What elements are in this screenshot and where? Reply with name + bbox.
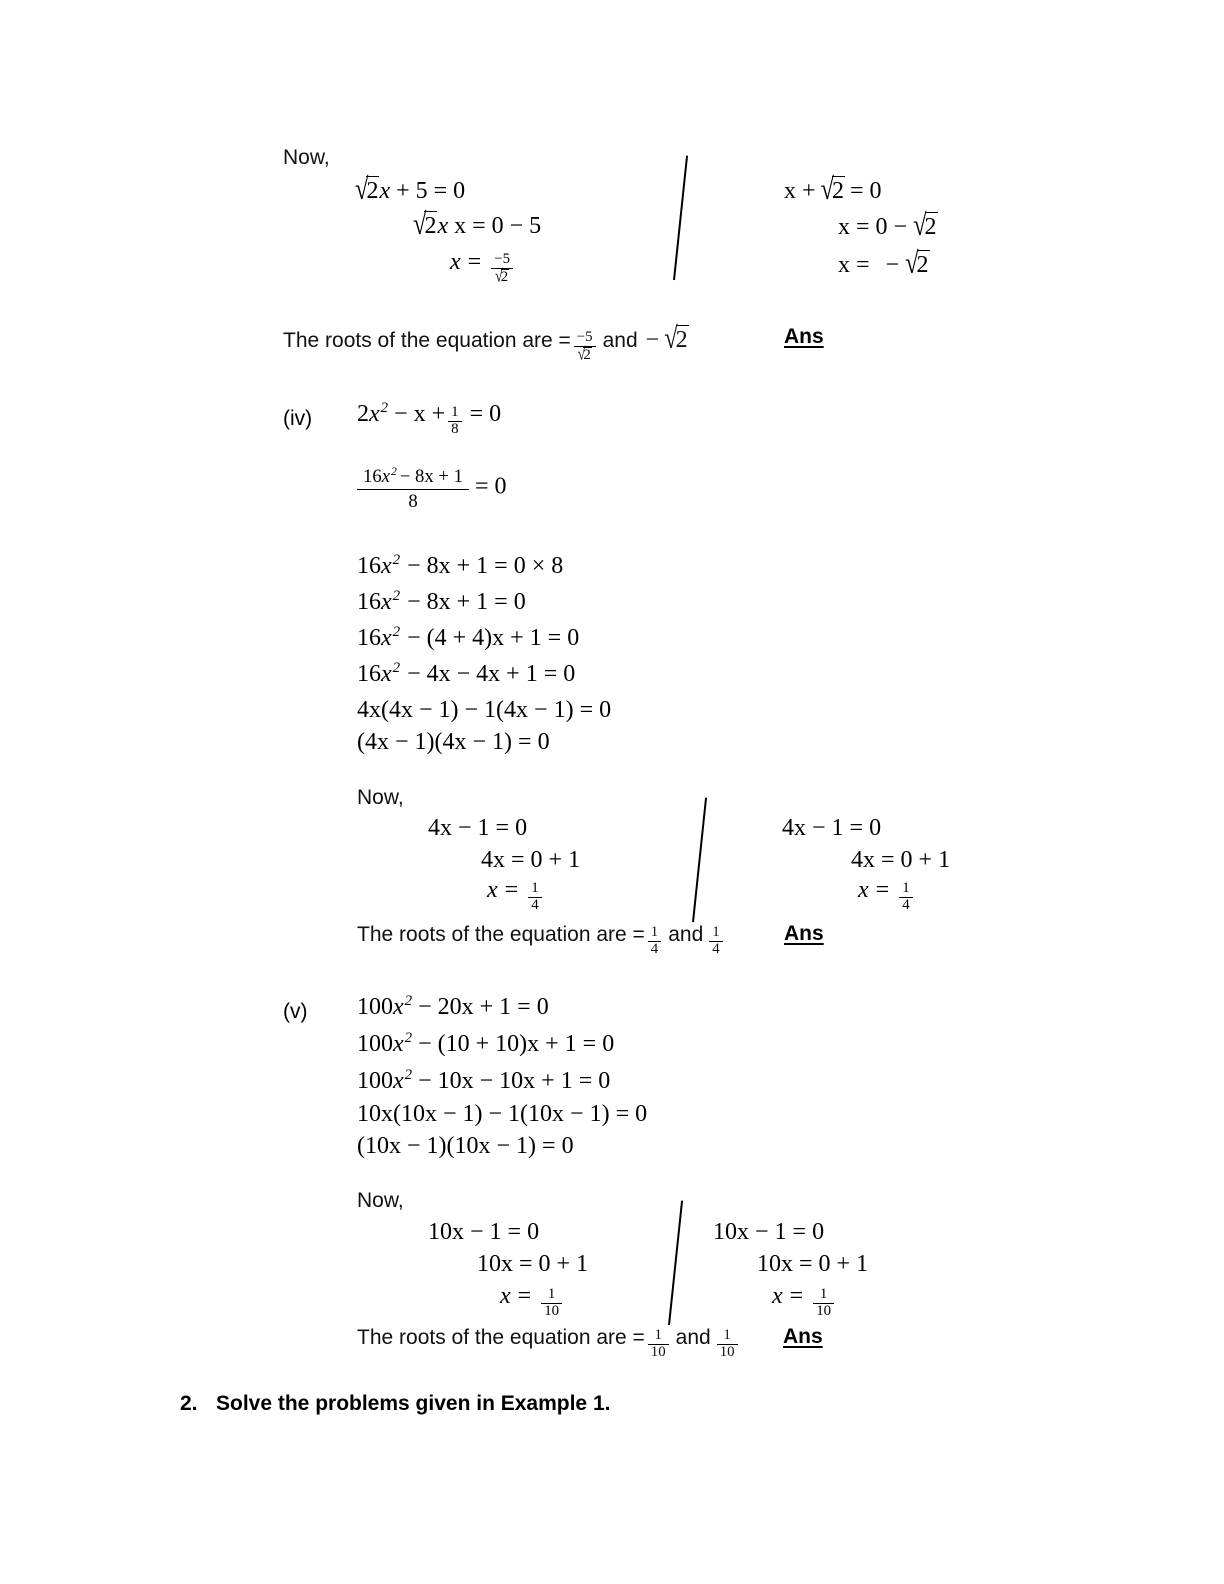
- eq-v-right-line1: 10x − 1 = 0: [713, 1219, 825, 1245]
- ans-label-iii: Ans: [784, 325, 824, 348]
- eq-v-step-5: (10x − 1)(10x − 1) = 0: [357, 1133, 574, 1159]
- eq-iii-left-line1: √2x + 5 = 0: [355, 172, 466, 207]
- fraction-1-over-10: $\frac{1}{10}$: [717, 1328, 738, 1359]
- result-line-iv: The roots of the equation are = $\frac{1}{4}$ and $\frac{1}{4}$: [357, 922, 726, 957]
- eq-v-step-4: 10x(10x − 1) − 1(10x − 1) = 0: [357, 1101, 648, 1127]
- task-text: Solve the problems given in Example 1.: [216, 1392, 611, 1415]
- eq-iv-right-line2: 4x = 0 + 1: [851, 847, 951, 873]
- eq-iii-left-line3: x = $\frac{-5}{√2}$: [450, 248, 516, 285]
- sqrt-icon: √2: [413, 207, 437, 242]
- ans-label-iv: Ans: [784, 922, 824, 945]
- eq-iv-right-line3: x = $\frac{1}{4}$: [858, 876, 916, 913]
- eq-iv-left-line1: 4x − 1 = 0: [428, 815, 528, 841]
- eq-iii-left-line2: √2x x = 0 − 5: [413, 207, 542, 242]
- fraction-1-over-4: $\frac{1}{4}$: [899, 881, 912, 912]
- eq-v-left-line1: 10x − 1 = 0: [428, 1219, 540, 1245]
- now-label-2: Now,: [357, 786, 404, 809]
- eq-iv-step-1: $16x^2 - 8x + 1 = 0 \times 8$: [357, 552, 564, 579]
- eq-iii-right-line1: x + √2 = 0: [784, 172, 882, 207]
- fraction-1-over-8: $\frac{1}{8}$: [448, 405, 461, 436]
- eq-v-step-2: $100x^2 - (10 + 10)x + 1 = 0$: [357, 1030, 615, 1057]
- eq-v-left-line3: x = $\frac{1}{10}$: [500, 1282, 565, 1319]
- now-label-1: Now,: [283, 146, 330, 169]
- eq-v-step-3: $100x^2 - 10x - 10x + 1 = 0$: [357, 1067, 611, 1094]
- eq-v-step-1: $100x^2 - 20x + 1 = 0$: [357, 993, 549, 1020]
- eq-iv-left-line3: x = $\frac{1}{4}$: [487, 876, 545, 913]
- sqrt-icon: √2: [905, 246, 929, 281]
- fraction-1-over-4: $\frac{1}{4}$: [528, 881, 541, 912]
- fraction-1-over-10: $\frac{1}{10}$: [541, 1287, 562, 1318]
- eq-iv-step-4: $16x^2 - 4x - 4x + 1 = 0$: [357, 660, 576, 687]
- eq-iv-right-line1: 4x − 1 = 0: [782, 815, 882, 841]
- eq-iv-step-2: $16x^2 - 8x + 1 = 0$: [357, 588, 526, 615]
- eq-iv-step-5: 4x(4x − 1) − 1(4x − 1) = 0: [357, 697, 612, 723]
- sqrt-icon: √2: [355, 172, 379, 207]
- fraction-1-over-4: $\frac{1}{4}$: [648, 925, 661, 956]
- fraction-1-over-10: $\frac{1}{10}$: [648, 1328, 669, 1359]
- eq-iv-fraction-step: $\frac{16x^2 - 8x + 1}{8}$ = 0: [357, 466, 507, 512]
- eq-v-left-line2: 10x = 0 + 1: [477, 1251, 589, 1277]
- result-line-v: The roots of the equation are = $\frac{1}{10}$ and $\frac{1}{10}$: [357, 1325, 741, 1360]
- eq-v-right-line3: x = $\frac{1}{10}$: [772, 1282, 837, 1319]
- eq-iv-step-6: (4x − 1)(4x − 1) = 0: [357, 729, 550, 755]
- eq-iv-step-3: $16x^2 - (4 + 4)x + 1 = 0$: [357, 624, 580, 651]
- column-divider-3: [668, 1201, 683, 1326]
- ans-label-v: Ans: [783, 1325, 823, 1348]
- result-line-iii: The roots of the equation are = $\frac{-5}{√2}$ and − √2: [283, 321, 688, 364]
- fraction-neg5-over-sqrt2: $\frac{-5}{√2}$: [491, 252, 513, 284]
- column-divider-1: [673, 156, 688, 281]
- fraction-quadratic-over-8: $\frac{16x^2 - 8x + 1}{8}$: [357, 466, 469, 512]
- column-divider-2: [692, 798, 707, 923]
- sqrt-icon: √2: [664, 321, 688, 356]
- eq-v-right-line2: 10x = 0 + 1: [757, 1251, 869, 1277]
- now-label-3: Now,: [357, 1189, 404, 1212]
- section-label-iv: (iv): [283, 407, 313, 430]
- fraction-1-over-4: $\frac{1}{4}$: [709, 925, 722, 956]
- eq-iv-main: $2x^2 - x$ + $\frac{1}{8}$ = 0: [357, 400, 502, 437]
- section-label-v: (v): [283, 1000, 308, 1023]
- eq-iii-right-line3: x = − √2: [838, 246, 929, 281]
- fraction-1-over-10: $\frac{1}{10}$: [813, 1287, 834, 1318]
- sqrt-icon: √2: [820, 172, 844, 207]
- fraction-neg5-over-sqrt2: $\frac{-5}{√2}$: [574, 330, 596, 362]
- eq-iv-left-line2: 4x = 0 + 1: [481, 847, 581, 873]
- task-number: 2.: [180, 1392, 198, 1415]
- eq-iii-right-line2: x = 0 − √2: [838, 208, 937, 243]
- sqrt-icon: √2: [913, 208, 937, 243]
